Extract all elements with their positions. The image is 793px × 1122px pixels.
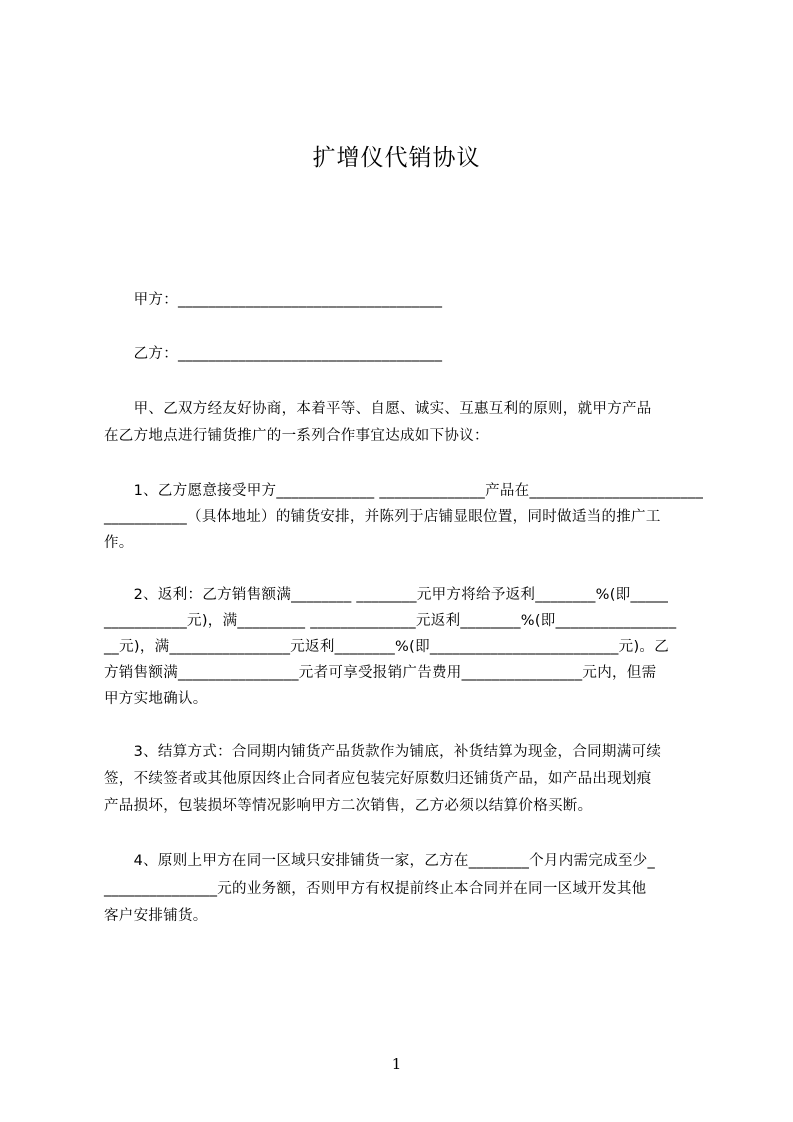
page-number: 1 (391, 1055, 402, 1073)
party-a-line: 甲方：___________________________________ (104, 292, 443, 308)
clause-2-line-5: 甲方实地确认。 (104, 691, 208, 707)
clause-4-line-1: 4、原则上甲方在同一区域只安排铺货一家，乙方在________个月内需完成至少_ (104, 853, 656, 869)
clause-4-line-3: 客户安排铺货。 (104, 908, 208, 924)
clause-2-line-2: ___________元)，满_________ ______________元返利________%(即________________ (104, 613, 677, 629)
clause-1-line-3: 作。 (104, 535, 134, 551)
preamble-line-2: 在乙方地点进行铺货推广的一系列合作事宜达成如下协议： (104, 428, 489, 444)
clause-2-line-1: 2、返利：乙方销售额满________ ________元甲方将给予返利________%(即_____ (104, 587, 669, 603)
clause-3-line-1: 3、结算方式：合同期内铺货产品货款作为铺底，补货结算为现金，合同期满可续 (104, 744, 662, 760)
clause-2-line-3: __元)，满________________元返利________%(即_________________________元)。乙 (104, 639, 669, 655)
party-b-line: 乙方：___________________________________ (104, 346, 443, 362)
clause-1-line-1: 1、乙方愿意接受甲方_____________ ______________产品在_______________________ (104, 483, 704, 499)
clause-3-line-2: 签，不续签者或其他原因终止合同者应包装完好原数归还铺货产品，如产品出现划痕 (104, 771, 652, 787)
clause-1-line-2: ___________（具体地址）的铺货安排，并陈列于店铺显眼位置，同时做适当的推广工 (104, 509, 661, 525)
clause-3-line-3: 产品损坏，包装损坏等情况影响甲方二次销售，乙方必须以结算价格买断。 (104, 798, 593, 814)
clause-2-line-4: 方销售额满________________元者可享受报销广告费用________________元内，但需 (104, 665, 657, 681)
document-title: 扩增仪代销协议 (312, 145, 481, 171)
preamble-line-1: 甲、乙双方经友好协商，本着平等、自愿、诚实、互惠互利的原则，就甲方产品 (104, 401, 652, 417)
clause-4-line-2: _______________元的业务额，否则甲方有权提前终止本合同并在同一区域开发其他 (104, 881, 647, 897)
